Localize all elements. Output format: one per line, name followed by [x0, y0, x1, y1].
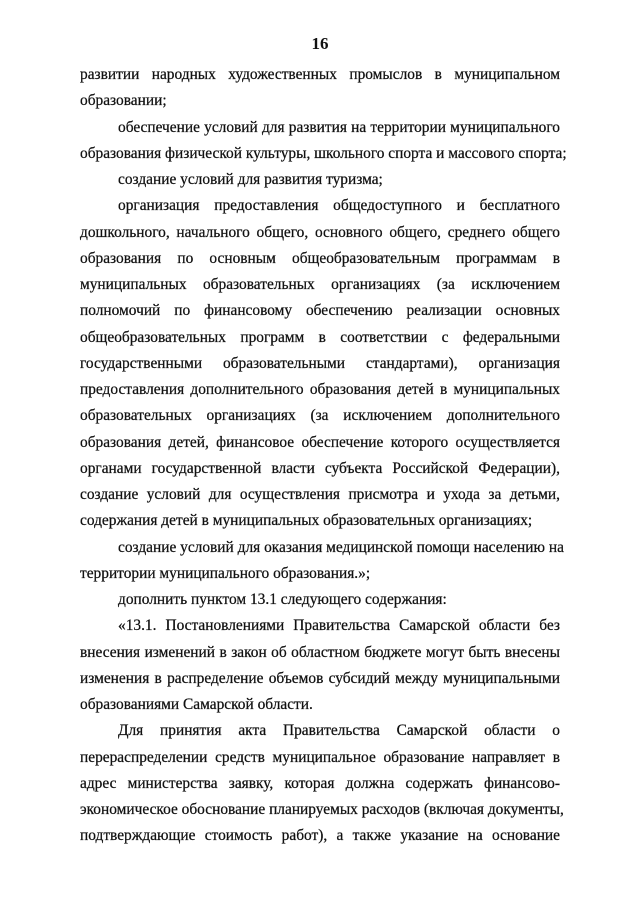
paragraph [80, 535, 564, 588]
text-line: государственными образовательными стандартами), организация [80, 354, 560, 372]
text-line: адрес министерства заявку, которая должна содержать финансово- [80, 774, 560, 792]
text-line: развитии народных художественных промыслов в муниципальном [80, 66, 560, 83]
text-line: изменения в распределение объемов субсидий между муниципальными [80, 669, 560, 687]
paragraph [80, 193, 560, 534]
text-line: перераспределении средств муниципальное образование направляет в [80, 748, 560, 766]
paragraph [80, 718, 564, 849]
text-line: организация предоставления общедоступного и бесплатного [118, 197, 560, 215]
text-line: предоставления дополнительного образования детей в муниципальных [80, 381, 560, 398]
text-line: органами государственной власти субъекта Российской Федерации), [80, 459, 560, 477]
text-line: подтверждающие стоимость работ), а также указание на основание [80, 827, 560, 845]
text-line: образовательных организациях (за исключением дополнительного [80, 407, 560, 425]
paragraph [80, 587, 560, 613]
text-line: полномочий по финансовому обеспечению реализации основных [80, 302, 560, 320]
text-line: создание условий для оказания медицинской помощи населению на [118, 538, 564, 556]
paragraph [80, 167, 560, 193]
text-line: образования детей, финансовое обеспечение которого осуществляется [80, 433, 560, 451]
text-line: общеобразовательных программ в соответствии с федеральными [80, 328, 560, 346]
text-line: дошкольного, начального общего, основного общего, среднего общего [80, 223, 560, 241]
text-line: «13.1. Постановлениями Правительства Самарской области без [118, 617, 560, 635]
text-line: образованиями Самарской области. [80, 696, 313, 713]
document-body [80, 62, 567, 850]
text-line: образования физической культуры, школьного спорта и массового спорта; [80, 144, 567, 162]
text-line: дополнить пунктом 13.1 следующего содержания: [118, 591, 447, 608]
page-number: 16 [311, 34, 329, 53]
text-line: создание условий для развития туризма; [118, 171, 383, 188]
text-line: образовании; [80, 92, 167, 110]
text-line: территории муниципального образования.»; [80, 564, 371, 582]
text-line: внесения изменений в закон об областном бюджете могут быть внесены [80, 643, 560, 661]
text-line: экономическое обоснование планируемых расходов (включая документы, [80, 801, 564, 818]
text-line: содержания детей в муниципальных образовательных организациях; [80, 512, 533, 530]
text-line: муниципальных образовательных организациях (за исключением [80, 276, 560, 293]
text-line: образования по основным общеобразовательным программам в [80, 249, 560, 267]
text-line: создание условий для осуществления присмотра и ухода за детьми, [80, 486, 560, 503]
paragraph [80, 115, 567, 168]
text-line: обеспечение условий для развития на территории муниципального [118, 118, 560, 136]
paragraph [80, 613, 560, 718]
paragraph [80, 62, 560, 115]
text-line: Для принятия акта Правительства Самарской области о [118, 722, 560, 740]
